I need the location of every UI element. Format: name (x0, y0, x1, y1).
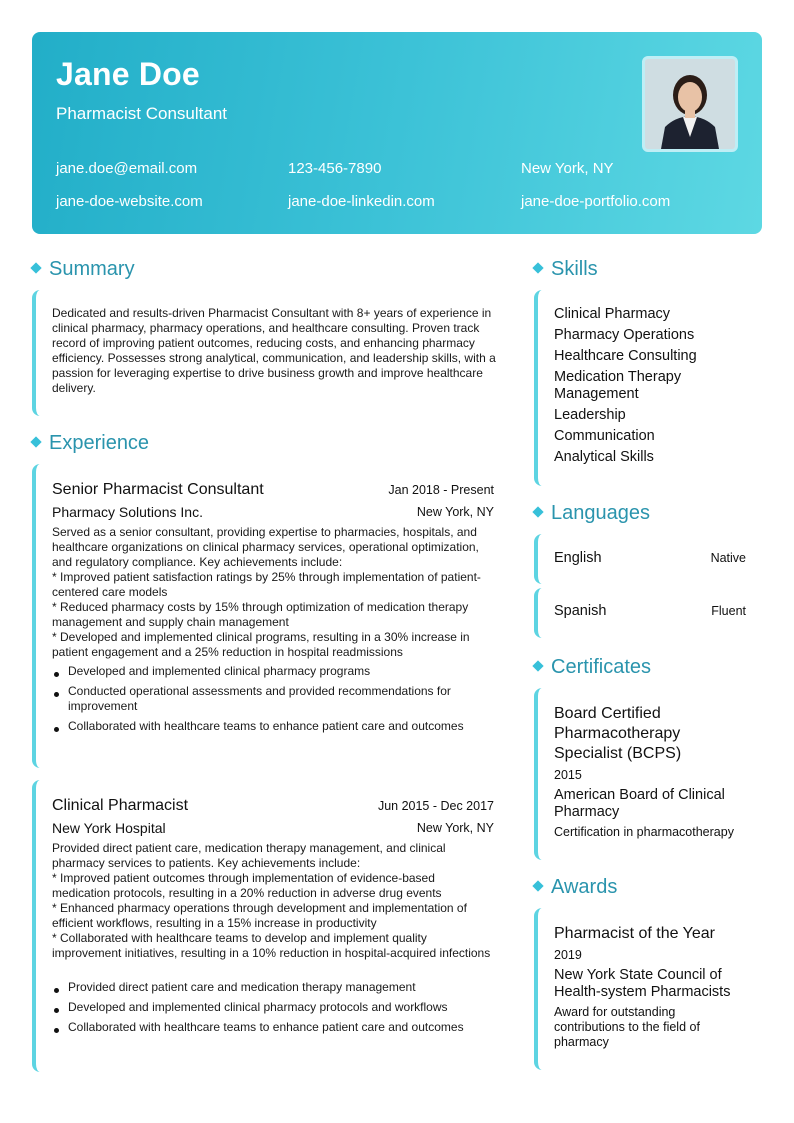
website-link[interactable]: jane-doe-website.com (56, 193, 203, 210)
award-issuer: New York State Council of Health-system Pharmacists (554, 967, 731, 1000)
job-title: Clinical Pharmacist (52, 797, 189, 814)
award-note: Award for outstanding contributions to the field of pharmacy (554, 1005, 700, 1049)
certificate-name: Board Certified Pharmacotherapy Specialist (BCPS) (554, 705, 682, 762)
job-company: New York Hospital (52, 820, 166, 836)
experience-entry (32, 780, 508, 1072)
list-item: Conducted operational assessments and provided recommendations for improvement (52, 684, 496, 714)
awards-heading: Awards (534, 876, 617, 899)
phone-text: 123-456-7890 (288, 160, 382, 177)
diamond-icon (532, 262, 543, 273)
job-bullets (52, 980, 496, 1040)
summary-card (32, 290, 508, 416)
skill-item: Communication (554, 428, 655, 444)
avatar-icon (645, 59, 735, 149)
location-text: New York, NY (521, 160, 614, 177)
job-description: Provided direct patient care, medication therapy management, and clinical pharmacy services to patients. Key achievements include: * Improved patient outcomes through implementation of evidence-based medication protocols, resulting in a 20% reduction in adverse drug events * Enhanced pharmacy operations through development and implementation of efficient workflows, resulting in a 15% increase in productivity * Collaborated with healthcare teams to develop and implement quality improvement initiatives, resulting in a 10% reduction in hospital-acquired infections (52, 841, 491, 960)
language-level: Fluent (711, 604, 746, 618)
job-location: New York, NY (416, 505, 494, 519)
award-name: Pharmacist of the Year (554, 925, 715, 942)
list-item: Collaborated with healthcare teams to enhance patient care and outcomes (52, 719, 496, 734)
skill-item: Clinical Pharmacy (554, 306, 671, 322)
candidate-role: Pharmacist Consultant (56, 104, 228, 123)
certificate-year: 2015 (554, 768, 582, 782)
diamond-icon (532, 880, 543, 891)
candidate-name: Jane Doe (56, 56, 200, 92)
linkedin-link[interactable]: jane-doe-linkedin.com (288, 193, 435, 210)
job-dates: Jan 2018 - Present (388, 483, 494, 497)
skill-item: Pharmacy Operations (554, 327, 695, 343)
skill-item: Analytical Skills (554, 449, 654, 465)
job-title: Senior Pharmacist Consultant (52, 481, 264, 498)
profile-photo (642, 56, 738, 152)
job-bullets (52, 664, 496, 739)
skill-item: Healthcare Consulting (554, 348, 697, 364)
award-year: 2019 (554, 948, 582, 962)
skill-item: Medication Therapy Management (554, 369, 682, 402)
email-link[interactable]: jane.doe@email.com (56, 160, 198, 177)
job-description: Served as a senior consultant, providing expertise to pharmacies, hospitals, and healthcare organizations on clinical pharmacy services, operational optimization, and regulatory compliance. Key achievements include: * Improved patient satisfaction ratings by 25% through implementation of patient-centered care models * Reduced pharmacy costs by 15% through optimization of medication therapy management and supply chain management * Developed and implemented clinical programs, resulting in a 30% increase in patient engagement and a 25% reduction in hospital readmissions (52, 525, 481, 659)
summary-text: Dedicated and results-driven Pharmacist Consultant with 8+ years of experience in clinical pharmacy, pharmacy operations, and healthcare consulting. Proven track record of improving patient outcomes, reducing costs, and enhancing pharmacy efficiency. Possesses strong analytical, communication, and leadership skills, with a passion for leveraging expertise to drive business growth and improve healthcare delivery. (52, 306, 496, 395)
job-company: Pharmacy Solutions Inc. (52, 504, 203, 520)
language-level: Native (710, 551, 746, 565)
portfolio-link[interactable]: jane-doe-portfolio.com (521, 193, 671, 210)
list-item: Developed and implemented clinical pharmacy protocols and workflows (52, 1000, 496, 1015)
language-name: English (554, 550, 602, 566)
diamond-icon (30, 436, 41, 447)
list-item: Developed and implemented clinical pharmacy programs (52, 664, 496, 679)
job-location: New York, NY (416, 821, 494, 835)
job-dates: Jun 2015 - Dec 2017 (377, 799, 494, 813)
diamond-icon (30, 262, 41, 273)
skill-item: Leadership (554, 407, 626, 423)
list-item: Collaborated with healthcare teams to enhance patient care and outcomes (52, 1020, 496, 1035)
language-name: Spanish (554, 603, 607, 619)
experience-heading: Experience (32, 432, 149, 455)
languages-heading: Languages (534, 502, 650, 525)
diamond-icon (532, 506, 543, 517)
diamond-icon (532, 660, 543, 671)
skills-heading: Skills (534, 258, 598, 281)
certificate-note: Certification in pharmacotherapy (554, 825, 734, 839)
resume-header (32, 32, 762, 234)
summary-heading: Summary (32, 258, 135, 281)
certificate-issuer: American Board of Clinical Pharmacy (554, 787, 725, 820)
list-item: Provided direct patient care and medication therapy management (52, 980, 496, 995)
experience-entry (32, 464, 508, 768)
certificates-heading: Certificates (534, 656, 651, 679)
